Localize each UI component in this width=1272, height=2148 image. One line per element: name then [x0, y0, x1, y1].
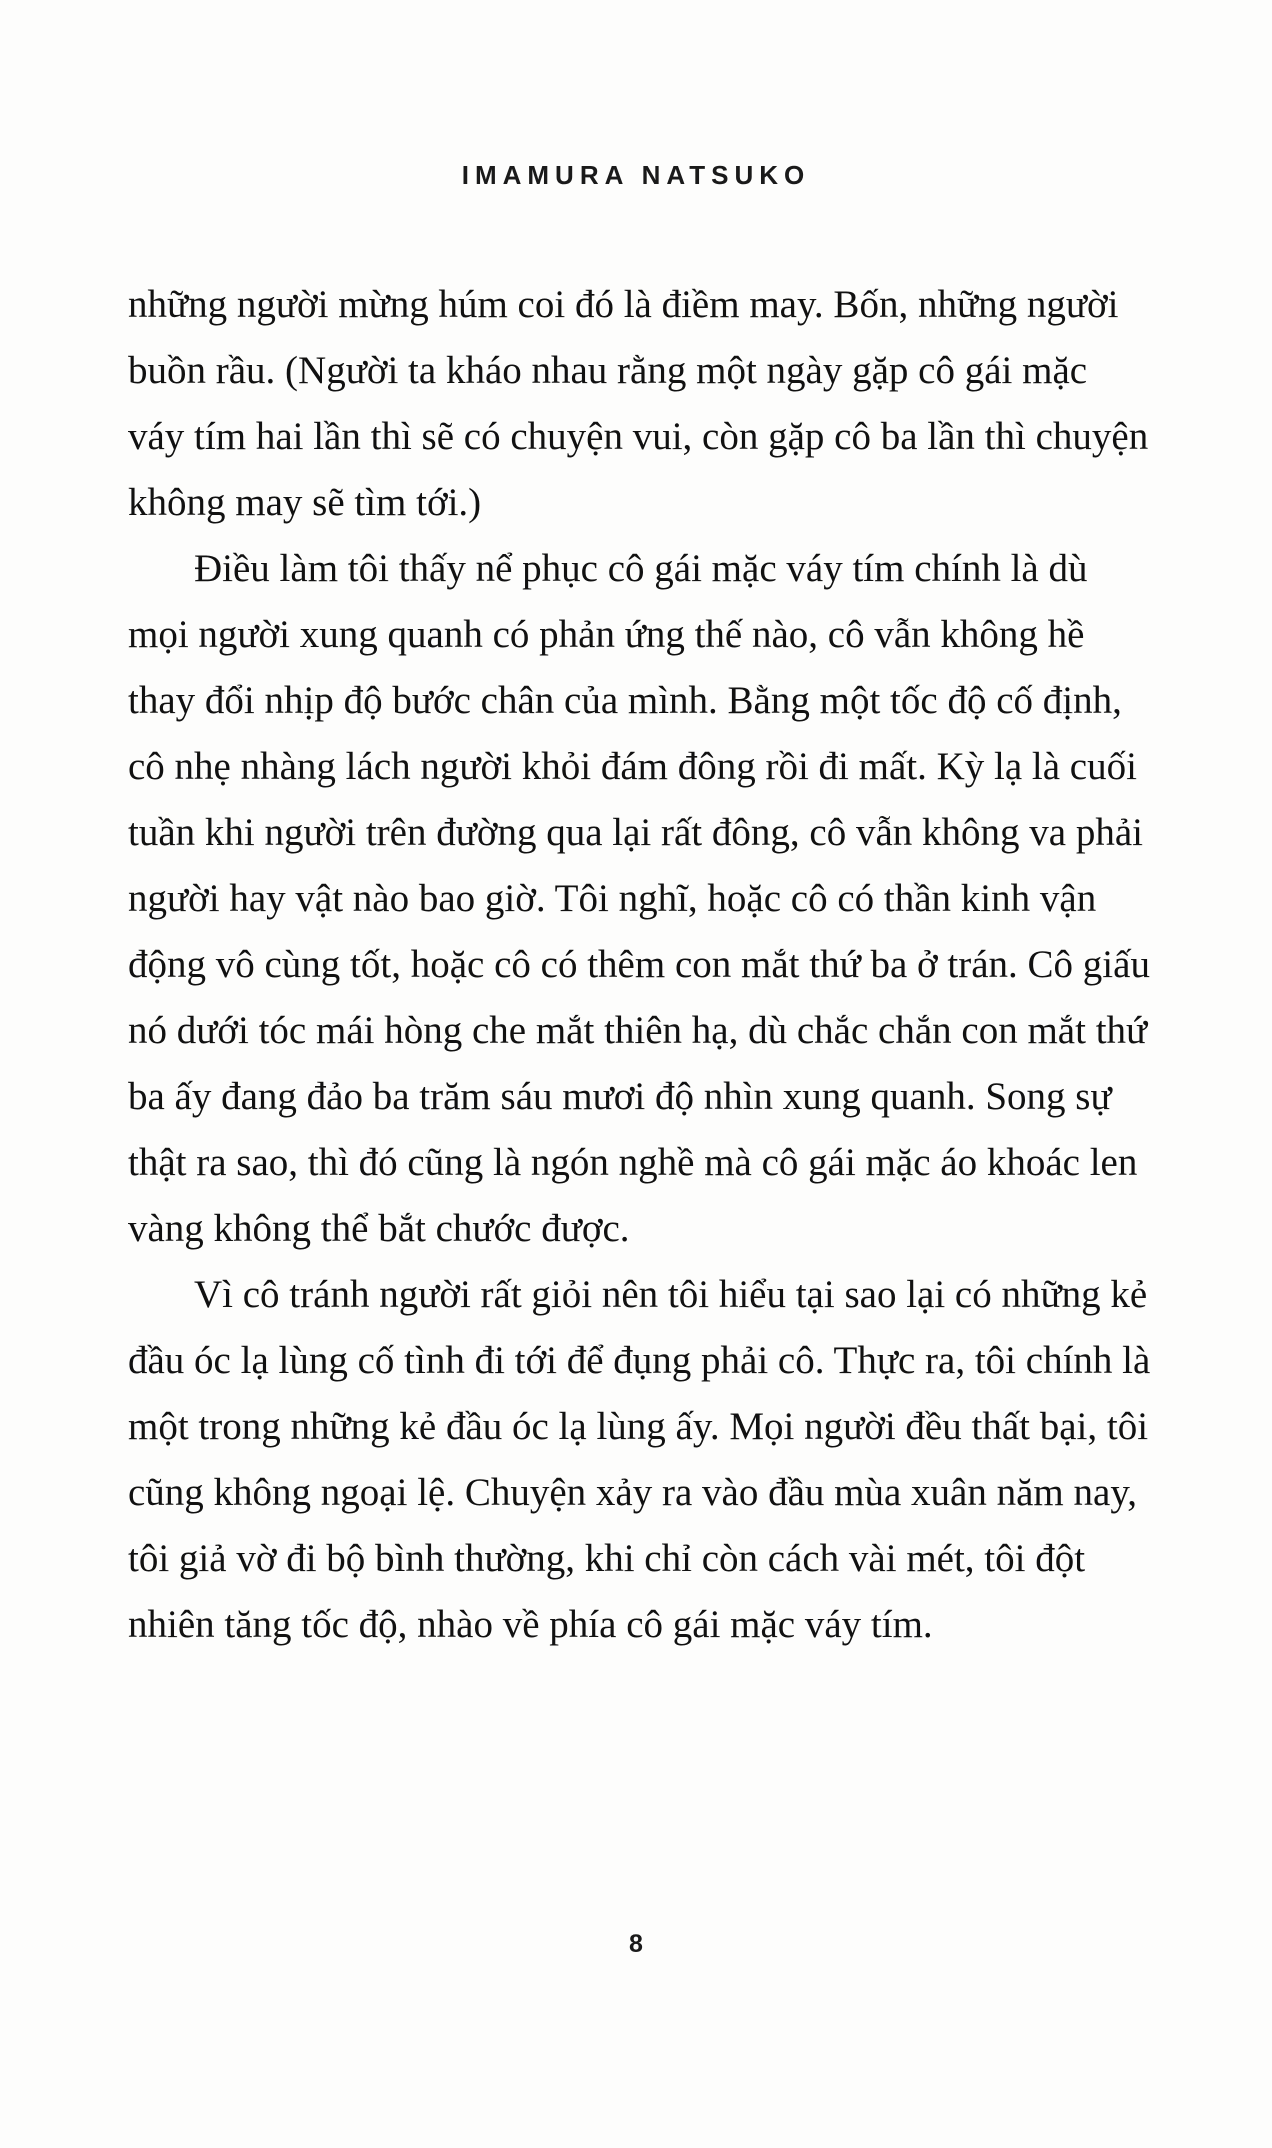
body-text: [128, 272, 1152, 1658]
running-head: IMAMURA NATSUKO: [461, 160, 811, 190]
paragraph: Vì cô tránh người rất giỏi nên tôi hiểu tại sao lại có những kẻ đầu óc lạ lùng cố tình đi tới để đụng phải cô. Thực ra, tôi chính là một trong những kẻ đầu óc lạ lùng ấy. Mọi người đều thất bại, tôi cũng không ngoại lệ. Chuyện xảy ra vào đầu mùa xuân năm nay, tôi giả vờ đi bộ bình thường, khi chỉ còn cách vài mét, tôi đột nhiên tăng tốc độ, nhào về phía cô gái mặc váy tím.: [128, 1273, 1151, 1646]
paragraph: những người mừng húm coi đó là điềm may. Bốn, những người buồn rầu. (Người ta kháo nhau rằng một ngày gặp cô gái mặc váy tím hai lần thì sẽ có chuyện vui, còn gặp cô ba lần thì chuyện không may sẽ tìm tới.): [128, 283, 1149, 524]
paragraph: Điều làm tôi thấy nể phục cô gái mặc váy tím chính là dù mọi người xung quanh có phản ứng thế nào, cô vẫn không hề thay đổi nhịp độ bước chân của mình. Bằng một tốc độ cố định, cô nhẹ nhàng lách người khỏi đám đông rồi đi mất. Kỳ lạ là cuối tuần khi người trên đường qua lại rất đông, cô vẫn không va phải người hay vật nào bao giờ. Tôi nghĩ, hoặc cô có thần kinh vận động vô cùng tốt, hoặc cô có thêm con mắt thứ ba ở trán. Cô giấu nó dưới tóc mái hòng che mắt thiên hạ, dù chắc chắn con mắt thứ ba ấy đang đảo ba trăm sáu mươi độ nhìn xung quanh. Song sự thật ra sao, thì đó cũng là ngón nghề mà cô gái mặc áo khoác len vàng không thể bắt chước được.: [128, 547, 1150, 1250]
page-number: 8: [629, 1930, 643, 1958]
